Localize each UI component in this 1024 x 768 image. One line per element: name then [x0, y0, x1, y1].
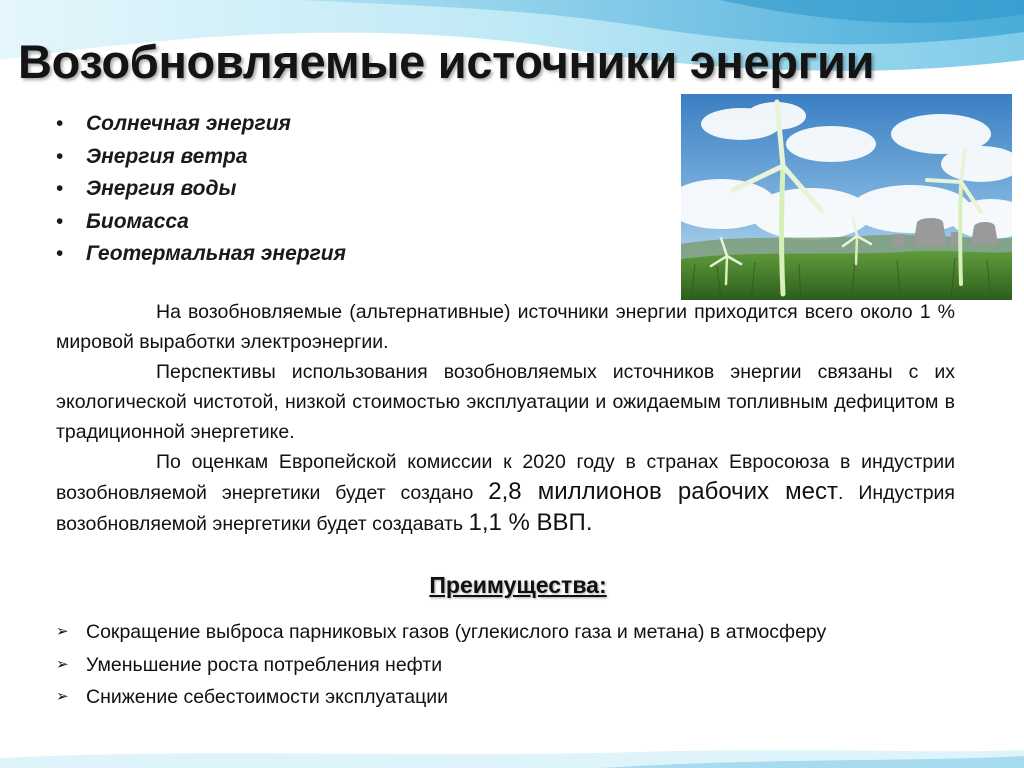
bullet-icon: •: [56, 242, 64, 265]
list-item: • Геотермальная энергия: [56, 238, 346, 271]
list-item: • Солнечная энергия: [56, 108, 346, 141]
bullet-icon: •: [56, 177, 64, 200]
bottom-wave-decoration: [0, 728, 1024, 768]
bullet-icon: •: [56, 144, 64, 168]
list-item: • Энергия воды: [56, 173, 346, 206]
list-item: ➢ Уменьшение роста потребления нефти: [56, 650, 826, 683]
gdp-figure: 1,1 % ВВП: [468, 509, 586, 536]
arrow-bullet-icon: ➢: [56, 688, 69, 705]
arrow-bullet-icon: ➢: [56, 623, 69, 640]
advantages-list: [56, 617, 826, 715]
advantages-heading: Преимущества:: [429, 572, 607, 598]
arrow-bullet-icon: ➢: [56, 655, 69, 673]
jobs-figure: 2,8 миллионов рабочих мест: [488, 478, 839, 505]
paragraph-share: На возобновляемые (альтернативные) источники энергии приходится всего около 1 % мировой выработки электроэнергии.: [56, 301, 955, 353]
list-item: • Энергия ветра: [56, 141, 346, 174]
paragraph-perspectives: Перспективы использования возобновляемых источников энергии связаны с их экологической чистотой, низкой стоимостью эксплуатации и ожидаемым топливным дефицитом в традиционной энергетике.: [56, 361, 955, 443]
wind-turbines-photo: [681, 94, 1012, 300]
body-text: [56, 297, 955, 539]
list-item: • Биомасса: [56, 206, 346, 239]
bullet-icon: •: [56, 209, 64, 233]
bullet-icon: •: [56, 112, 64, 135]
energy-sources-list: [56, 108, 346, 271]
list-item: ➢ Сокращение выброса парниковых газов (углекислого газа и метана) в атмосферу: [56, 617, 826, 650]
paragraph-eu-forecast: По оценкам Европейской комиссии к 2020 году в странах Евросоюза в индустрии возобновляемой энергетики будет создано 2,8 миллионов рабочих мест. Индустрия возобновляемой энергетики будет создавать 1,1 % ВВП.: [56, 451, 955, 536]
list-item: ➢ Снижение себестоимости эксплуатации: [56, 682, 826, 715]
slide-title: Возобновляемые источники энергии: [18, 35, 875, 88]
